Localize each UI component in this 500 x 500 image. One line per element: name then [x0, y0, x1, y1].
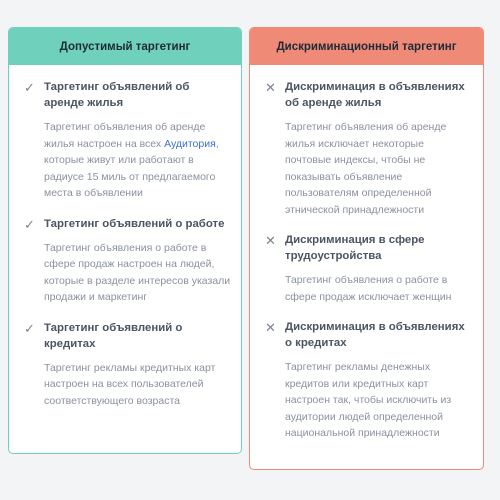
denied-item-text: Таргетинг объявления о работе в сфере продаж исключает женщин: [285, 274, 452, 303]
denied-item-text: Таргетинг объявления об аренде жилья исключает некоторые почтовые индексы, чтобы не показывать объявление пользователям определенной этнической принадлежности: [285, 121, 447, 216]
allowed-card-body: [9, 65, 241, 409]
allowed-item-title: Таргетинг объявлений об аренде жилья: [44, 81, 190, 109]
allowed-card-header: Допустимый таргетинг: [9, 28, 241, 65]
allowed-targeting-card: [8, 27, 242, 454]
allowed-item: [24, 216, 231, 306]
denied-item: [265, 79, 473, 218]
allowed-item-title: Таргетинг объявлений о работе: [44, 217, 225, 230]
check-icon: ✓: [24, 216, 35, 232]
cross-icon: ✕: [265, 233, 276, 248]
allowed-item-text: Таргетинг объявления об аренде жилья настроен на всех Аудитория, которые живут или работают в радиусе 15 миль от предлагаемого места в объявлении: [44, 121, 219, 199]
denied-card-header: Дискриминационный таргетинг: [250, 28, 483, 65]
denied-item: [265, 232, 473, 305]
denied-item-title: Дискриминация в сфере трудоустройства: [285, 234, 425, 262]
allowed-item-text: Таргетинг объявления о работе в сфере продаж настроен на людей, которые в разделе интересов указали продажи и маркетинг: [44, 241, 231, 303]
denied-item-title: Дискриминация в объявлениях об аренде жилья: [285, 81, 465, 109]
discriminatory-targeting-card: [249, 27, 484, 470]
check-icon: ✓: [24, 320, 35, 336]
denied-item: [265, 319, 473, 442]
check-icon: ✓: [24, 80, 35, 95]
denied-item-title: Дискриминация в объявлениях о кредитах: [285, 321, 465, 349]
cross-icon: ✕: [265, 80, 276, 95]
allowed-item-title: Таргетинг объявлений о кредитах: [44, 321, 183, 350]
cross-icon: ✕: [265, 320, 276, 335]
denied-card-body: [250, 65, 483, 442]
audience-link[interactable]: Аудитория: [164, 137, 216, 150]
allowed-item: [24, 320, 231, 410]
allowed-item-text: Таргетинг рекламы кредитных карт настроен на всех пользователей соответствующего возраста: [44, 361, 216, 407]
allowed-item: [24, 79, 231, 202]
denied-item-text: Таргетинг рекламы денежных кредитов или кредитных карт настроен так, чтобы исключить из аудитории людей определенной национальной принадлежности: [285, 361, 452, 439]
